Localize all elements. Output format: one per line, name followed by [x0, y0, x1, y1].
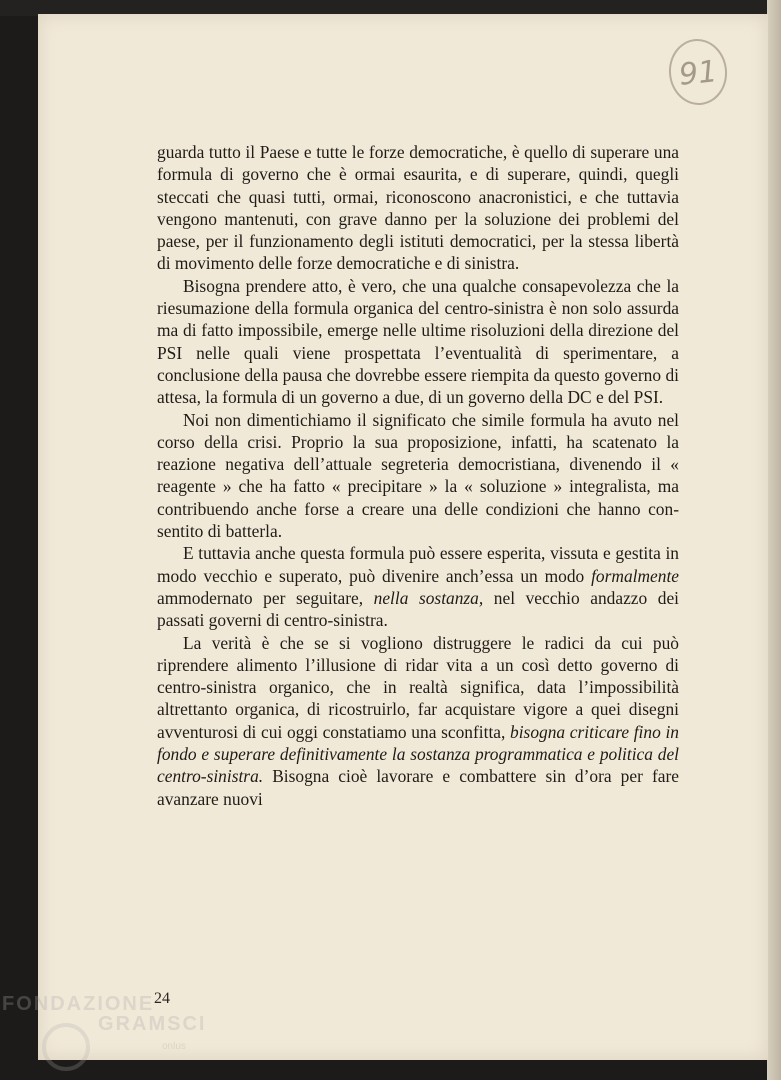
paragraph: [157, 542, 679, 631]
italic-text: nella sostanza,: [373, 587, 484, 608]
paragraph: [157, 409, 679, 543]
paragraph: [157, 632, 679, 810]
watermark-line1: FONDAZIONE: [2, 993, 155, 1015]
text-run: ammodernato per seguitare,: [157, 587, 374, 608]
watermark-line3: onlus: [162, 1041, 186, 1052]
paragraph: [157, 275, 679, 409]
italic-text: bisogna criticare fino in fondo e superare definitivamente la sostanza programmatica e politica del centro-sinistra.: [157, 721, 679, 787]
text-run: guarda tutto il Paese e tutte le forze democratiche, è quello di superare una formula di governo che è ormai esaurita, e di superare, quindi, quegli steccati che quasi tutti, ormai, riconoscono anacronistici, e che tuttavia vengono mantenuti, con grave danno per la soluzione dei problemi del paese, per il funzionamento degli istituti democratici, per la stessa libertà di movimento delle forze democratiche e di sinistra.: [157, 142, 679, 274]
watermark-line2: GRAMSCI: [98, 1013, 207, 1035]
text-run: La verità è che se si vogliono distruggere le radici da cui può riprendere alimento l’illusione di ridar vita a un così detto governo di centro-sinistra organico, che in realtà significa, data l’impossibilità altrettanto organica, di ricostruirlo, far acquistare vigore a quei disegni avventurosi di cui oggi constatiamo una sconfitta,: [157, 632, 679, 742]
page-edge-right: [767, 0, 781, 1080]
text-run: Bisogna cioè lavorare e combattere sin d’ora per fare avanzare nuovi: [157, 766, 679, 809]
text-run: nel vecchio andazzo dei passati governi di centro-sinistra.: [157, 587, 680, 631]
text-run: Bisogna prendere atto, è vero, che una qualche consapevolezza che la riesumazione della formula organica del centro-sinistra è non solo assurda ma di fatto impossibile, emerge nelle ultime risoluzioni della direzione del PSI nelle quali viene prospettata l’eventualità di sperimentare, a conclusione della pausa che dovrebbe essere riempita da questo governo di attesa, la formula di un governo a due, di un governo della DC e del PSI.: [157, 275, 679, 408]
page-number: 24: [154, 990, 170, 1007]
italic-text: formalmente: [591, 565, 679, 586]
text-run: E tuttavia anche questa formula può essere esperita, vissuta e gestita in modo vecchio e superato, può divenire anch’essa un modo: [157, 543, 679, 586]
body-text: [157, 141, 679, 810]
archive-number-stamp: 91: [666, 36, 731, 108]
text-run: Noi non dimentichiamo il significato che simile formula ha avuto nel corso della crisi. Proprio la sua proposizione, infatti, ha scatenato la reazione negativa dell’attuale segreteria democristiana, divenendo il « reagente » che ha fatto « precipitare » la « soluzione » integralista, ma contribuendo anche forse a creare una delle condizioni che hanno consentito di batterla.: [157, 409, 679, 542]
paragraph: [157, 141, 679, 275]
